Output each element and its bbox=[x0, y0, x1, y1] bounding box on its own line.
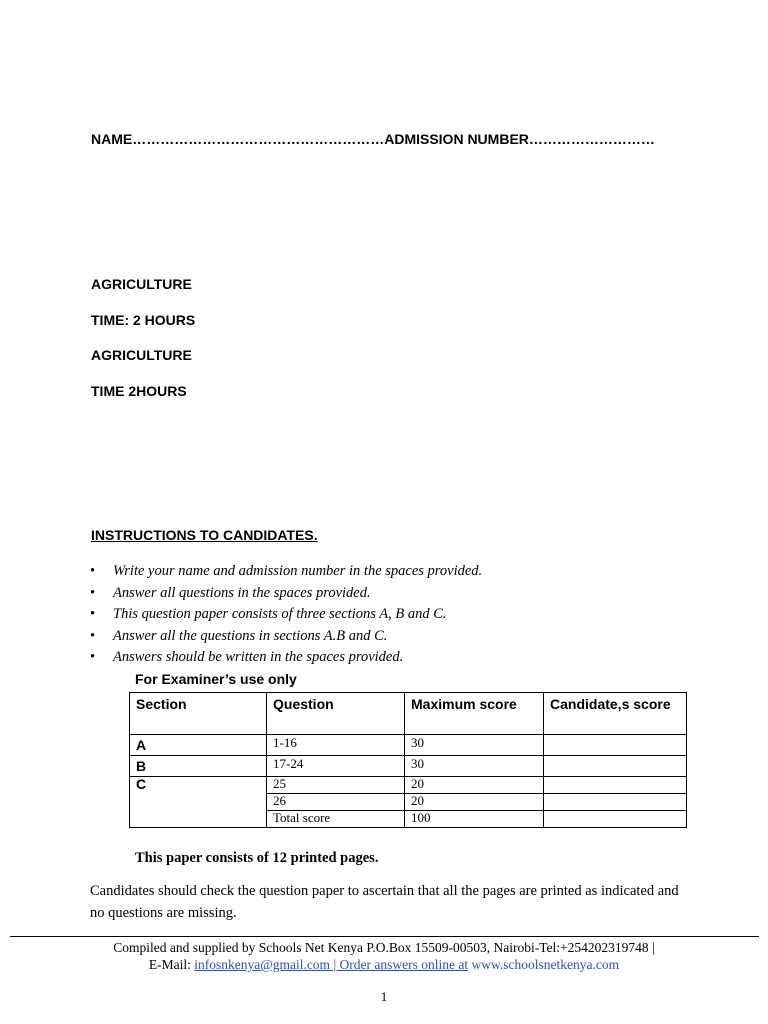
table-row bbox=[130, 756, 687, 777]
name-admission-line: NAME………………………………………………ADMISSION NUMBER……………………… bbox=[91, 131, 655, 147]
table-row bbox=[130, 777, 687, 794]
cell-question: 17-24 bbox=[267, 756, 405, 777]
cell-candidate[interactable] bbox=[544, 794, 687, 811]
footer-separator: | bbox=[330, 957, 340, 972]
footer bbox=[0, 939, 768, 973]
cell-max: 30 bbox=[405, 735, 544, 756]
cell-candidate[interactable] bbox=[544, 777, 687, 794]
header-max-score: Maximum score bbox=[405, 693, 544, 735]
score-table bbox=[129, 692, 687, 828]
header-section: Section bbox=[130, 693, 267, 735]
footer-line-2 bbox=[0, 956, 768, 973]
instructions-list bbox=[90, 561, 482, 669]
header-question: Question bbox=[267, 693, 405, 735]
instructions-title: INSTRUCTIONS TO CANDIDATES. bbox=[91, 527, 318, 543]
footer-divider bbox=[10, 936, 759, 937]
instruction-item: • Write your name and admission number in the spaces provided. bbox=[90, 561, 482, 583]
instruction-item: • This question paper consists of three sections A, B and C. bbox=[90, 604, 482, 626]
order-link[interactable]: Order answers online at bbox=[339, 957, 469, 972]
cell-candidate[interactable] bbox=[544, 756, 687, 777]
cell-section: C bbox=[130, 777, 267, 828]
page-number: 1 bbox=[380, 989, 388, 1004]
cell-max: 20 bbox=[405, 794, 544, 811]
email-link[interactable]: infosnkenya@gmail.com bbox=[194, 957, 331, 972]
instruction-item: • Answer all questions in the spaces provided. bbox=[90, 583, 482, 605]
cell-max: 100 bbox=[405, 811, 544, 828]
website-link[interactable]: www.schoolsnetkenya.com bbox=[471, 957, 620, 972]
instruction-item: • Answers should be written in the spaces provided. bbox=[90, 647, 482, 669]
cell-question: 25 bbox=[267, 777, 405, 794]
cell-section: B bbox=[130, 756, 267, 777]
cell-max: 20 bbox=[405, 777, 544, 794]
cell-candidate[interactable] bbox=[544, 811, 687, 828]
email-label: E-Mail: bbox=[148, 957, 195, 972]
cell-question: 26 bbox=[267, 794, 405, 811]
cell-question: 1-16 bbox=[267, 735, 405, 756]
footer-line-1: Compiled and supplied by Schools Net Kenya P.O.Box 15509-00503, Nairobi-Tel:+254202319748 | bbox=[113, 940, 655, 955]
instruction-item: • Answer all the questions in sections A.B and C. bbox=[90, 626, 482, 648]
subject-line-1: AGRICULTURE bbox=[91, 276, 192, 292]
subject-line-4: TIME 2HOURS bbox=[91, 383, 187, 399]
examiner-title: For Examiner’s use only bbox=[135, 671, 297, 687]
subject-line-2: TIME: 2 HOURS bbox=[91, 312, 196, 328]
subject-line-3: AGRICULTURE bbox=[91, 347, 192, 363]
table-row bbox=[130, 735, 687, 756]
header-candidate-score: Candidate,s score bbox=[544, 693, 687, 735]
cell-question: Total score bbox=[267, 811, 405, 828]
table-header-row bbox=[130, 693, 687, 735]
pages-note: This paper consists of 12 printed pages. bbox=[135, 850, 379, 866]
cell-candidate[interactable] bbox=[544, 735, 687, 756]
cell-section: A bbox=[130, 735, 267, 756]
cell-max: 30 bbox=[405, 756, 544, 777]
check-note: Candidates should check the question paper to ascertain that all the pages are printed as indicated and no questions are missing. bbox=[90, 883, 679, 921]
